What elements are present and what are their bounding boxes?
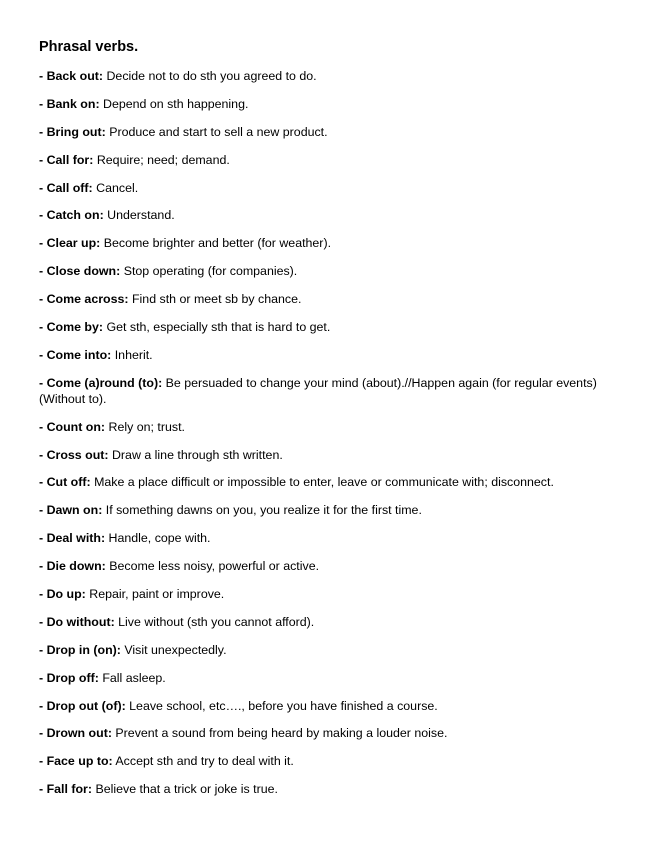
verb-term: - Do without:	[39, 614, 115, 629]
verb-term: - Cut off:	[39, 475, 91, 490]
list-item	[39, 586, 599, 602]
verb-definition: Inherit.	[114, 347, 153, 362]
verb-term: - Come across:	[39, 292, 129, 307]
list-item	[39, 670, 599, 686]
verb-term: - Come (a)round (to):	[39, 375, 163, 390]
verb-definition: Leave school, etc…., before you have finished a course.	[129, 698, 438, 713]
verb-definition: Be persuaded to change your mind (about).//Happen again (for regular events) (Without to).	[39, 375, 597, 406]
list-item	[39, 642, 599, 658]
verb-term: - Dawn on:	[39, 503, 103, 518]
verb-definition: Depend on sth happening.	[103, 96, 249, 111]
phrasal-verb-list	[39, 68, 599, 809]
verb-term: - Come into:	[39, 347, 112, 362]
list-item	[39, 319, 599, 335]
list-item	[39, 558, 599, 574]
list-item	[39, 530, 599, 546]
verb-definition: Believe that a trick or joke is true.	[95, 782, 278, 797]
verb-definition: Get sth, especially sth that is hard to get.	[106, 320, 331, 335]
list-item	[39, 474, 599, 490]
list-item	[39, 698, 599, 714]
list-item	[39, 502, 599, 518]
list-item	[39, 375, 599, 407]
verb-term: - Back out:	[39, 69, 104, 83]
verb-term: - Catch on:	[39, 208, 104, 223]
verb-term: - Die down:	[39, 559, 106, 574]
verb-term: - Close down:	[39, 264, 121, 279]
list-item	[39, 68, 599, 84]
verb-definition: Handle, cope with.	[108, 531, 211, 546]
page-title: Phrasal verbs.	[39, 39, 139, 55]
verb-term: - Bring out:	[39, 124, 106, 139]
verb-definition: Fall asleep.	[102, 670, 166, 685]
list-item	[39, 753, 599, 769]
verb-term: - Call for:	[39, 152, 94, 167]
verb-term: - Bank on:	[39, 96, 100, 111]
verb-definition: Stop operating (for companies).	[123, 264, 298, 279]
verb-term: - Fall for:	[39, 782, 92, 797]
verb-definition: Understand.	[107, 208, 175, 223]
list-item	[39, 124, 599, 140]
verb-definition: Decide not to do sth you agreed to do.	[106, 69, 317, 83]
list-item	[39, 447, 599, 463]
verb-term: - Deal with:	[39, 531, 106, 546]
verb-term: - Cross out:	[39, 447, 109, 462]
verb-term: - Drown out:	[39, 726, 112, 741]
verb-definition: Produce and start to sell a new product.	[109, 124, 328, 139]
verb-term: - Count on:	[39, 419, 106, 434]
list-item	[39, 235, 599, 251]
list-item	[39, 180, 599, 196]
verb-definition: Accept sth and try to deal with it.	[115, 754, 294, 769]
verb-definition: Rely on; trust.	[108, 419, 185, 434]
verb-term: - Clear up:	[39, 236, 101, 251]
list-item	[39, 152, 599, 168]
verb-definition: Live without (sth you cannot afford).	[118, 614, 315, 629]
list-item	[39, 291, 599, 307]
verb-definition: Draw a line through sth written.	[111, 447, 283, 462]
verb-term: - Call off:	[39, 180, 93, 195]
verb-definition: Require; need; demand.	[96, 152, 230, 167]
verb-definition: Prevent a sound from being heard by making a louder noise.	[115, 726, 448, 741]
verb-term: - Drop out (of):	[39, 698, 126, 713]
list-item	[39, 96, 599, 112]
list-item	[39, 347, 599, 363]
verb-definition: Visit unexpectedly.	[124, 642, 227, 657]
list-item	[39, 419, 599, 435]
verb-term: - Do up:	[39, 587, 86, 602]
verb-definition: Make a place difficult or impossible to enter, leave or communicate with; disconnect.	[94, 475, 554, 490]
list-item	[39, 781, 599, 797]
list-item	[39, 725, 599, 741]
verb-term: - Face up to:	[39, 754, 113, 769]
list-item	[39, 207, 599, 223]
verb-definition: If something dawns on you, you realize it for the first time.	[105, 503, 422, 518]
list-item	[39, 614, 599, 630]
verb-definition: Repair, paint or improve.	[89, 587, 225, 602]
verb-term: - Come by:	[39, 320, 104, 335]
verb-term: - Drop off:	[39, 670, 99, 685]
list-item	[39, 263, 599, 279]
verb-definition: Become less noisy, powerful or active.	[109, 559, 320, 574]
verb-definition: Become brighter and better (for weather).	[103, 236, 332, 251]
verb-definition: Cancel.	[96, 180, 139, 195]
verb-definition: Find sth or meet sb by chance.	[131, 292, 302, 307]
verb-term: - Drop in (on):	[39, 642, 121, 657]
